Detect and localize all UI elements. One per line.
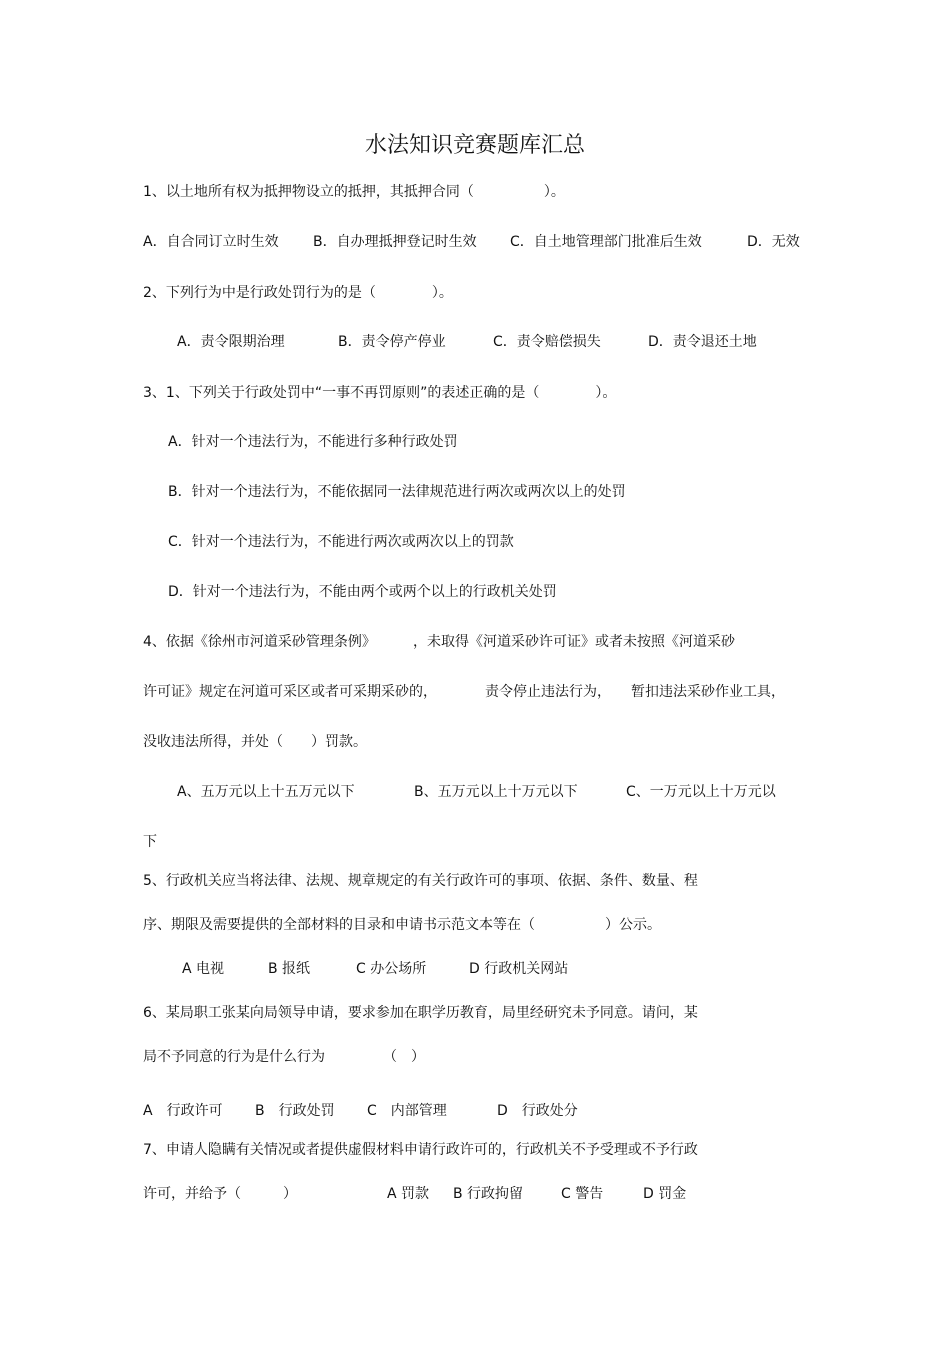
q7-option-a: A 罚款	[387, 1186, 430, 1202]
q5-stem-line-1: 5、行政机关应当将法律、法规、规章规定的有关行政许可的事项、依据、条件、数量、程	[143, 873, 698, 889]
q2-stem: 2、下列行为中是行政处罚行为的是（ ）。	[143, 285, 453, 301]
q4-stem-part: 4、依据《徐州市河道采砂管理条例》	[143, 634, 376, 650]
q6-option-c: C 内部管理	[367, 1103, 447, 1119]
q7-option-d: D 罚金	[643, 1186, 687, 1202]
q2-option-c: C．责令赔偿损失	[493, 334, 601, 350]
q5-option-c: C 办公场所	[356, 961, 427, 977]
q1-option-b: B．自办理抵押登记时生效	[313, 234, 477, 250]
q7-stem-part: 许可，并给予（ ）	[143, 1186, 297, 1202]
q5-stem-line-2: 序、期限及需要提供的全部材料的目录和申请书示范文本等在（ ）公示。	[143, 917, 661, 933]
q1-option-d: D．无效	[747, 234, 800, 250]
q3-stem: 3、1、下列关于行政处罚中“一事不再罚原则”的表述正确的是（ ）。	[143, 385, 617, 401]
q2-option-b: B．责令停产停业	[338, 334, 446, 350]
q6-stem-part: 局不予同意的行为是什么行为	[143, 1049, 325, 1065]
q7-option-c: C 警告	[561, 1186, 604, 1202]
q4-stem-part: 责令停止违法行为，	[485, 684, 611, 700]
q4-option-c-continued: 下	[143, 834, 157, 850]
q6-option-a: A 行政许可	[143, 1103, 223, 1119]
q3-option-b: B．针对一个违法行为，不能依据同一法律规范进行两次或两次以上的处罚	[168, 484, 626, 500]
q6-option-b: B 行政处罚	[255, 1103, 335, 1119]
q3-option-a: A．针对一个违法行为，不能进行多种行政处罚	[168, 434, 458, 450]
q5-option-d: D 行政机关网站	[469, 961, 569, 977]
page-title: 水法知识竞赛题库汇总	[364, 133, 585, 158]
q1-option-c: C．自土地管理部门批准后生效	[510, 234, 702, 250]
q5-option-b: B 报纸	[268, 961, 311, 977]
q2-option-d: D．责令退还土地	[648, 334, 757, 350]
q4-stem-part: 暂扣违法采砂作业工具，	[631, 684, 785, 700]
q1-option-a: A．自合同订立时生效	[143, 234, 279, 250]
q3-option-d: D．针对一个违法行为，不能由两个或两个以上的行政机关处罚	[168, 584, 557, 600]
q4-stem-part: 许可证》规定在河道可采区或者可采期采砂的，	[143, 684, 437, 700]
q7-option-b: B 行政拘留	[453, 1186, 524, 1202]
q5-option-a: A 电视	[182, 961, 225, 977]
q4-option-c: C、一万元以上十万元以	[626, 784, 776, 800]
q6-stem-line-1: 6、某局职工张某向局领导申请，要求参加在职学历教育，局里经研究未予同意。请问，某	[143, 1005, 698, 1021]
q6-option-d: D 行政处分	[497, 1103, 578, 1119]
q1-stem: 1、以土地所有权为抵押物设立的抵押，其抵押合同（ ）。	[143, 184, 565, 200]
q6-answer-blank: （ ）	[383, 1049, 425, 1065]
q4-stem-part: ，未取得《河道采砂许可证》或者未按照《河道采砂	[413, 634, 735, 650]
q3-option-c: C．针对一个违法行为，不能进行两次或两次以上的罚款	[168, 534, 514, 550]
q4-option-b: B、五万元以上十万元以下	[414, 784, 578, 800]
q2-option-a: A．责令限期治理	[177, 334, 285, 350]
q4-stem-line-3: 没收违法所得，并处（ ）罚款。	[143, 734, 367, 750]
q4-option-a: A、五万元以上十五万元以下	[177, 784, 355, 800]
q7-stem-line-1: 7、申请人隐瞒有关情况或者提供虚假材料申请行政许可的，行政机关不予受理或不予行政	[143, 1142, 698, 1158]
